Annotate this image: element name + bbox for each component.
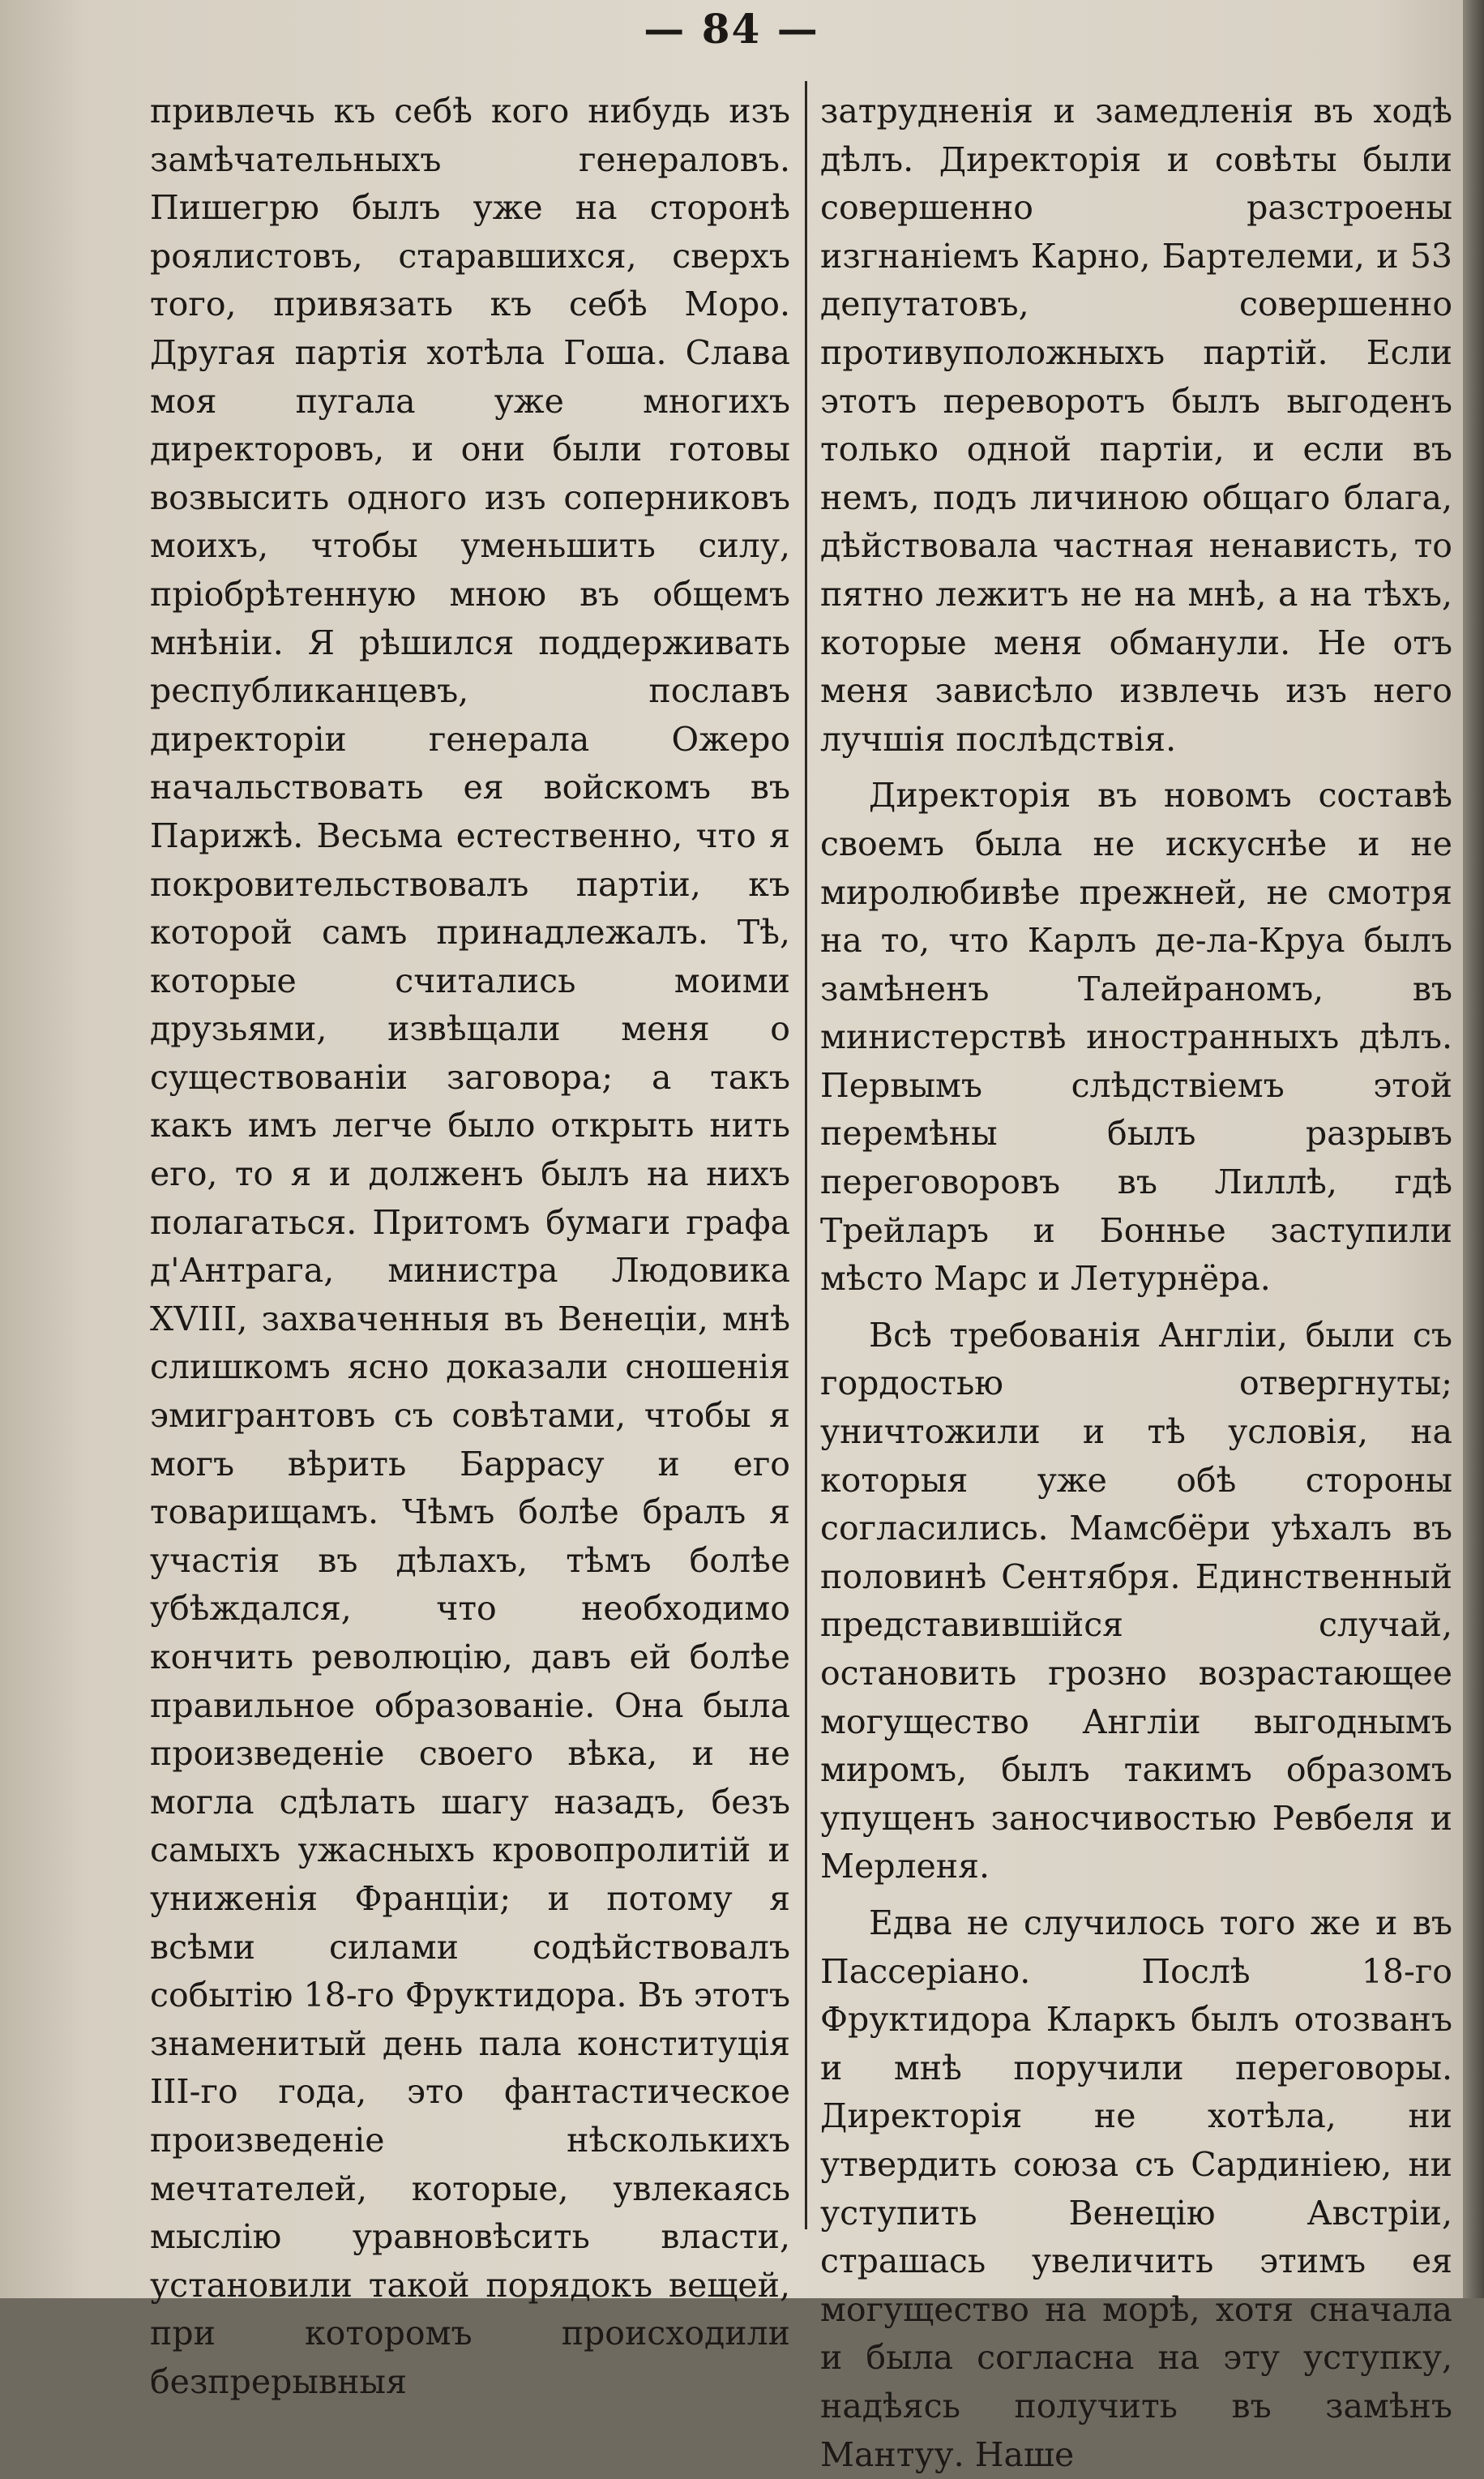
left-column — [150, 88, 790, 2407]
paragraph-right-1: затрудненія и замедленія въ ходѣ дѣлъ. Директорія и совѣты были совершенно разстроены изгнаніемъ Карно, Бартелеми, и 53 депутатовъ, совершенно противуположныхъ партій. Если этотъ переворотъ былъ выгоденъ только одной партіи, и если въ немъ, подъ личиною общаго блага, дѣйствовала частная ненависть, то пятно лежитъ не на мнѣ, а на тѣхъ, которые меня обманули. Не отъ меня зависѣло извлечь изъ него лучшія послѣдствія. — [820, 92, 1452, 759]
page-edge-shadow — [1463, 0, 1484, 2298]
page-number: — 84 — — [644, 5, 819, 53]
column-divider — [805, 81, 807, 2229]
paragraph-left-1: привлечь къ себѣ кого нибудь изъ замѣчательныхъ генераловъ. Пишегрю былъ уже на сторонѣ роялистовъ, старавшихся, сверхъ того, привязать къ себѣ Моро. Другая партія хотѣла Гоша. Слава моя пугала уже многихъ директоровъ, и они были готовы возвысить одного изъ соперниковъ моихъ, чтобы уменьшить силу, пріобрѣтенную мною въ общемъ мнѣніи. Я рѣшился поддерживать республиканцевъ, пославъ директоріи генерала Ожеро начальствовать ея войскомъ въ Парижѣ. Весьма естественно, что я покровительствовалъ партіи, къ которой самъ принадлежалъ. Тѣ, которые считались моими друзьями, извѣщали меня о существованіи заговора; а такъ какъ имъ легче было открыть нить его, то я и долженъ былъ на нихъ полагаться. Притомъ бумаги графа д'Антрага, министра Людовика XVIII, захваченныя въ Венеціи, мнѣ слишкомъ ясно доказали сношенія эмигрантовъ съ совѣтами, чтобы я могъ вѣрить Баррасу и его товарищамъ. Чѣмъ болѣе бралъ я участія въ дѣлахъ, тѣмъ болѣе убѣждался, что необходимо кончить революцію, давъ ей болѣе правильное образованіе. Она была произведеніе своего вѣка, и не могла сдѣлать шагу назадъ, безъ самыхъ ужасныхъ кровопролитій и униженія Франціи; и потому я всѣми силами содѣйствовалъ событію 18-го Фруктидора. Въ этотъ знаменитый день пала конституція III-го года, это фантастическое произведеніе нѣсколькихъ мечтателей, которые, увлекаясь мыслію уравновѣсить власти, установили такой порядокъ вещей, при которомъ происходили безпрерывныя — [150, 92, 790, 2401]
paragraph-right-4: Едва не случилось того же и въ Пассеріано. Послѣ 18-го Фруктидора Кларкъ былъ отозванъ и мнѣ поручили переговоры. Директорія не хотѣла, ни утвердить союза съ Сардиніею, ни уступить Венецію Австріи, страшась увеличить этимъ ея могущество на морѣ, хотя сначала и была согласна на эту уступку, надѣясь получить въ замѣнъ Мантуу. Наше — [820, 1903, 1452, 2474]
paragraph-right-2: Директорія въ новомъ составѣ своемъ была не искуснѣе и не миролюбивѣе прежней, не смотря на то, что Карлъ де-ла-Круа былъ замѣненъ Талейраномъ, въ министерствѣ иностранныхъ дѣлъ. Первымъ слѣдствіемъ этой перемѣны былъ разрывъ переговоровъ въ Лиллѣ, гдѣ Трейларъ и Боннье заступили мѣсто Марс и Летурнёра. — [820, 776, 1452, 1299]
paragraph-right-3: Всѣ требованія Англіи, были съ гордостью отвергнуты; уничтожили и тѣ условія, на которыя уже обѣ стороны согласились. Мамсбёри уѣхалъ въ половинѣ Сентября. Единственный представившійся случай, остановить грозно возрастающее могущество Англіи выгоднымъ миромъ, былъ такимъ образомъ упущенъ заносчивостью Ревбеля и Мерленя. — [820, 1315, 1452, 1886]
right-column — [820, 88, 1452, 2479]
